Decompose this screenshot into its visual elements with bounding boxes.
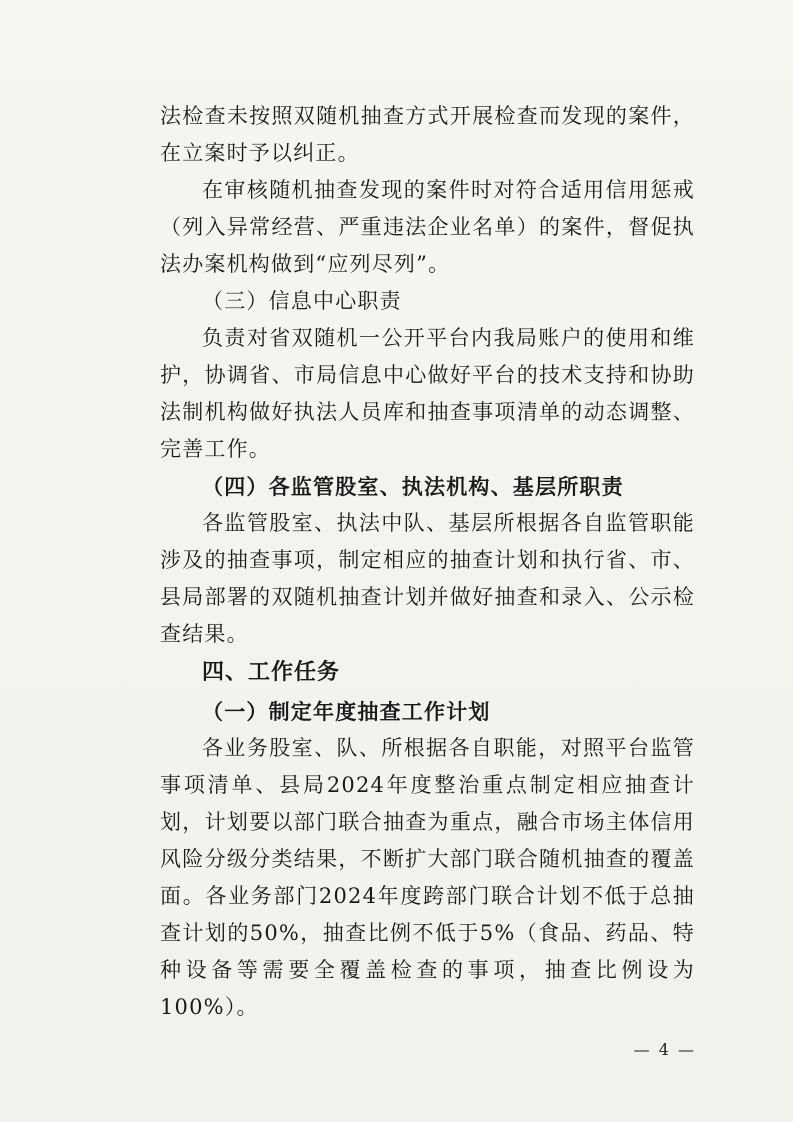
document-body [160,98,695,1026]
heading-annual-plan: （一）制定年度抽查工作计划 [202,699,491,724]
paragraph-info-center: 负责对省双随机一公开平台内我局账户的使用和维护，协调省、市局信息中心做好平台的技术支持和协助法制机构做好执法人员库和抽查事项清单的动态调整、完善工作。 [160,326,695,461]
heading-work-tasks: 四、工作任务 [202,660,341,685]
paragraph-annual-plan: 各业务股室、队、所根据各自职能，对照平台监管事项清单、县局2024年度整治重点制定相应抽查计划，计划要以部门联合抽查为重点，融合市场主体信用风险分级分类结果，不断扩大部门联合随机抽查的覆盖面。各业务部门2024年度跨部门联合计划不低于总抽查计划的50%，抽查比例不低于5%（食品、药品、特种设备等需要全覆盖检查的事项，抽查比例设为100%）。 [160,736,695,1019]
paragraph-credit-punishment: 在审核随机抽查发现的案件时对符合适用信用惩戒（列入异常经营、严重违法企业名单）的案件，督促执法办案机构做到“应列尽列”。 [160,178,695,276]
heading-info-center-duties: （三）信息中心职责 [202,289,402,313]
paragraph-unit-duties: 各监管股室、执法中队、基层所根据各自监管职能涉及的抽查事项，制定相应的抽查计划和执行省、市、县局部署的双随机抽查计划并做好抽查和录入、公示检查结果。 [160,511,695,646]
heading-unit-duties: （四）各监管股室、执法机构、基层所职责 [202,474,624,499]
paragraph-continuation: 法检查未按照双随机抽查方式开展检查而发现的案件，在立案时予以纠正。 [160,104,695,165]
page-number: — 4 — [633,1040,696,1059]
